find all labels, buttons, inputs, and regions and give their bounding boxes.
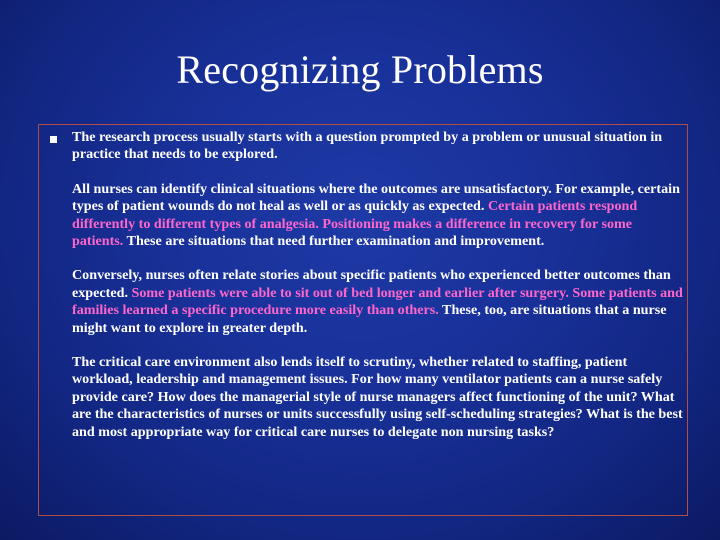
paragraph <box>72 354 684 441</box>
bullet-square-icon <box>50 136 57 143</box>
paragraph-text: These are situations that need further examination and improvement. <box>123 233 545 250</box>
highlighted-text: Certain patients respond differently to different types of analgesia. Positioning makes a difference in recovery for some patients. <box>72 198 638 250</box>
slide-title: Recognizing Problems <box>176 47 544 92</box>
paragraph-text: The research process usually starts with a question prompted by a problem or unusual situation in practice that needs to be explored. <box>72 129 663 163</box>
highlighted-text: Some patients were able to sit out of bed longer and earlier after surgery. Some patients and families learned a specific procedure more easily than others. <box>72 284 683 319</box>
paragraph-list <box>72 129 684 441</box>
paragraph <box>72 181 684 251</box>
paragraph-text: All nurses can identify clinical situations where the outcomes are unsatisfactory. For example, certain types of patient wounds do not heal as well or as quickly as expected. <box>72 180 680 215</box>
paragraph-text: Conversely, nurses often relate stories about specific patients who experienced better outcomes than expected. <box>72 267 671 301</box>
paragraph <box>72 129 684 164</box>
paragraph <box>72 267 684 337</box>
paragraph-text: The critical care environment also lends itself to scrutiny, whether related to staffing, patient workload, leadership and management issues. For how many ventilator patients can a nurse safely provide care? How does the managerial style of nurse managers affect functioning of the unit? What are the characteristics of nurses or units successfully using self-scheduling strategies? What is the best and most appropriate way for critical care nurses to delegate non nursing tasks? <box>72 354 683 440</box>
paragraph-text: These, too, are situations that a nurse might want to explore in greater depth. <box>72 302 667 336</box>
content-box <box>38 124 688 516</box>
